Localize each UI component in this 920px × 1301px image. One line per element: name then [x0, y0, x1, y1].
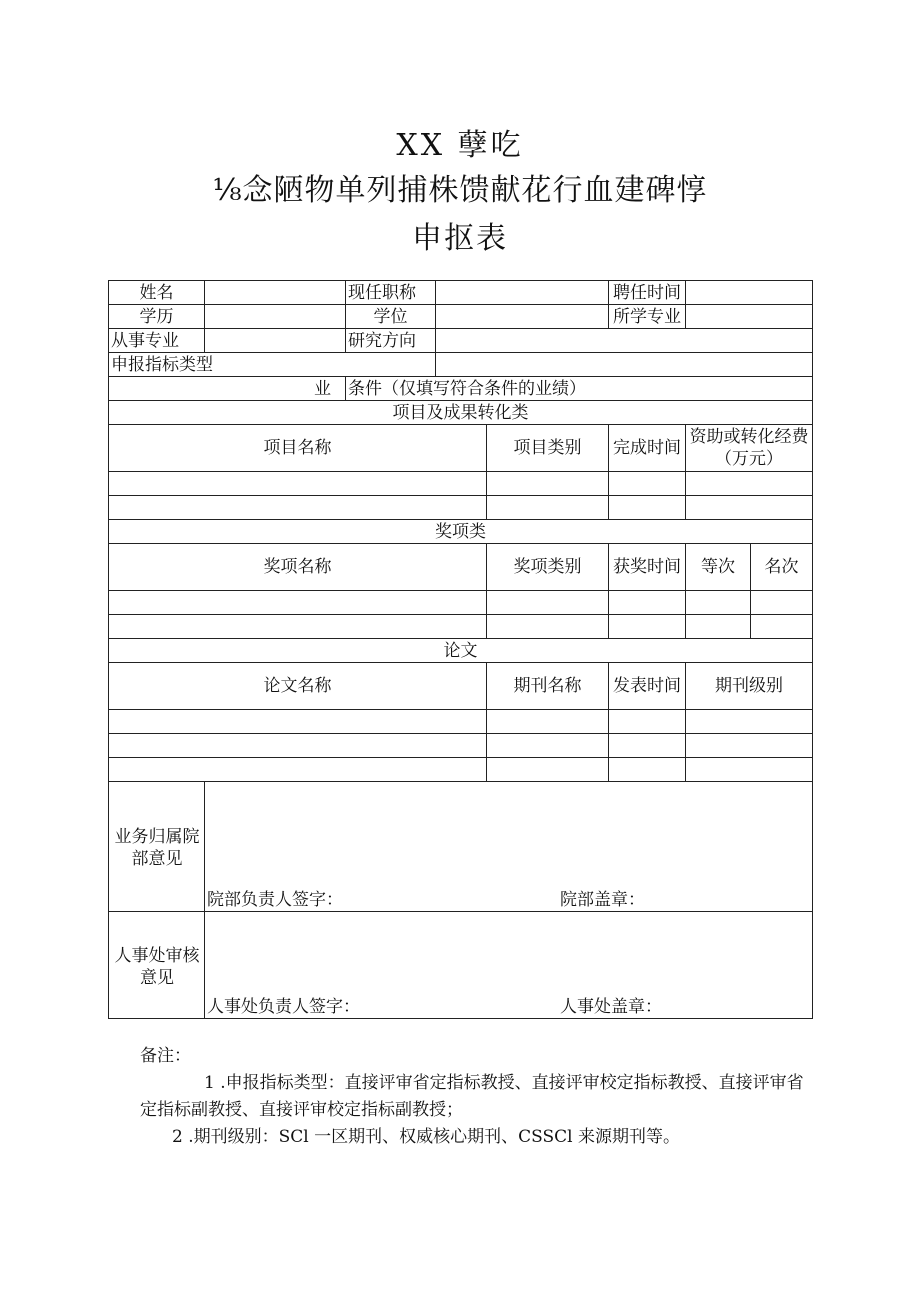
indicator-type-label: 申报指标类型: [109, 353, 436, 377]
award-name-cell[interactable]: [109, 591, 487, 615]
project-fund-cell[interactable]: [686, 472, 813, 496]
note-item-1: 1 .申报指标类型：直接评审省定指标教授、直接评审校定指标教授、直接评审省定指标副教授、直接评审校定指标副教授；: [140, 1073, 804, 1120]
papers-section-title: 论文: [109, 639, 813, 663]
doc-title-line1: XX 孽吃: [396, 128, 524, 163]
paper-level-cell[interactable]: [686, 758, 813, 782]
dept-opinion-area[interactable]: [205, 782, 813, 912]
table-row: [109, 734, 813, 758]
major-field[interactable]: [686, 305, 813, 329]
business-label: 业: [109, 377, 346, 401]
hr-sign-label: 人事处负责人签字：: [207, 997, 360, 1017]
table-row: [109, 472, 813, 496]
project-type-cell[interactable]: [487, 472, 609, 496]
conditions-label: 条件（仅填写符合条件的业绩）: [346, 377, 813, 401]
paper-name-cell[interactable]: [109, 758, 487, 782]
hr-opinion-label-cell: [109, 912, 205, 1019]
degree-label: 学位: [346, 305, 436, 329]
award-type-cell[interactable]: [487, 591, 609, 615]
project-time-cell[interactable]: [609, 496, 686, 520]
current-title-field[interactable]: [436, 281, 609, 305]
paper-journal-cell[interactable]: [487, 710, 609, 734]
award-grade-cell[interactable]: [686, 615, 751, 639]
paper-journal-cell[interactable]: [487, 734, 609, 758]
hire-time-label: 聘任时间: [609, 281, 686, 305]
award-time-cell[interactable]: [609, 615, 686, 639]
award-grade-cell[interactable]: [686, 591, 751, 615]
paper-journal-cell[interactable]: [487, 758, 609, 782]
doc-title-line3: 申抠表: [412, 221, 508, 256]
project-name-cell[interactable]: [109, 496, 487, 520]
dept-opinion-label: 业务归属院部意见: [114, 827, 200, 869]
paper-time-header: 发表时间: [609, 663, 686, 710]
project-type-header: 项目类别: [487, 425, 609, 472]
paper-name-cell[interactable]: [109, 710, 487, 734]
field-field[interactable]: [205, 329, 346, 353]
table-row: [109, 758, 813, 782]
hr-opinion-label: 人事处审核意见: [114, 946, 200, 988]
dept-seal-label: 院部盖章：: [560, 890, 645, 910]
degree-field[interactable]: [436, 305, 609, 329]
paper-level-header: 期刊级别: [686, 663, 813, 710]
project-type-cell[interactable]: [487, 496, 609, 520]
field-label: 从事专业: [109, 329, 205, 353]
award-grade-header: 等次: [686, 544, 751, 591]
project-time-cell[interactable]: [609, 472, 686, 496]
paper-journal-header: 期刊名称: [487, 663, 609, 710]
research-field[interactable]: [436, 329, 813, 353]
award-rank-header: 名次: [751, 544, 813, 591]
notes-heading: 备注：: [140, 1046, 191, 1066]
award-type-header: 奖项类别: [487, 544, 609, 591]
hire-time-field[interactable]: [686, 281, 813, 305]
paper-time-cell[interactable]: [609, 710, 686, 734]
dept-sign-label: 院部负责人签字：: [207, 890, 343, 910]
table-row: [109, 615, 813, 639]
name-label: 姓名: [109, 281, 205, 305]
project-time-header: 完成时间: [609, 425, 686, 472]
doc-title-line2: ⅛念陋物单列捕株馈献花行血建碑惇: [212, 173, 708, 208]
name-field[interactable]: [205, 281, 346, 305]
project-name-cell[interactable]: [109, 472, 487, 496]
paper-level-cell[interactable]: [686, 710, 813, 734]
education-field[interactable]: [205, 305, 346, 329]
research-label: 研究方向: [346, 329, 436, 353]
education-label: 学历: [109, 305, 205, 329]
major-label: 所学专业: [609, 305, 686, 329]
table-row: [109, 496, 813, 520]
award-time-cell[interactable]: [609, 591, 686, 615]
project-fund-cell[interactable]: [686, 496, 813, 520]
award-type-cell[interactable]: [487, 615, 609, 639]
award-rank-cell[interactable]: [751, 591, 813, 615]
award-name-header: 奖项名称: [109, 544, 487, 591]
current-title-label: 现任职称: [346, 281, 436, 305]
award-time-header: 获奖时间: [609, 544, 686, 591]
table-row: [109, 591, 813, 615]
application-form: [108, 280, 813, 1019]
projects-section-title: 项目及成果转化类: [109, 401, 813, 425]
paper-time-cell[interactable]: [609, 758, 686, 782]
awards-section-title: 奖项类: [109, 520, 813, 544]
note-item-2: 2 .期刊级别：SCl 一区期刊、权威核心期刊、CSSCl 来源期刊等。: [172, 1127, 680, 1147]
paper-name-header: 论文名称: [109, 663, 487, 710]
paper-time-cell[interactable]: [609, 734, 686, 758]
hr-seal-label: 人事处盖章：: [560, 997, 662, 1017]
dept-opinion-label-cell: [109, 782, 205, 912]
project-name-header: 项目名称: [109, 425, 487, 472]
indicator-type-field[interactable]: [436, 353, 813, 377]
hr-opinion-area[interactable]: [205, 912, 813, 1019]
notes-section: [108, 1043, 812, 1151]
project-fund-header: 资助或转化经费（万元）: [686, 425, 813, 472]
paper-level-cell[interactable]: [686, 734, 813, 758]
award-rank-cell[interactable]: [751, 615, 813, 639]
table-row: [109, 710, 813, 734]
paper-name-cell[interactable]: [109, 734, 487, 758]
award-name-cell[interactable]: [109, 615, 487, 639]
